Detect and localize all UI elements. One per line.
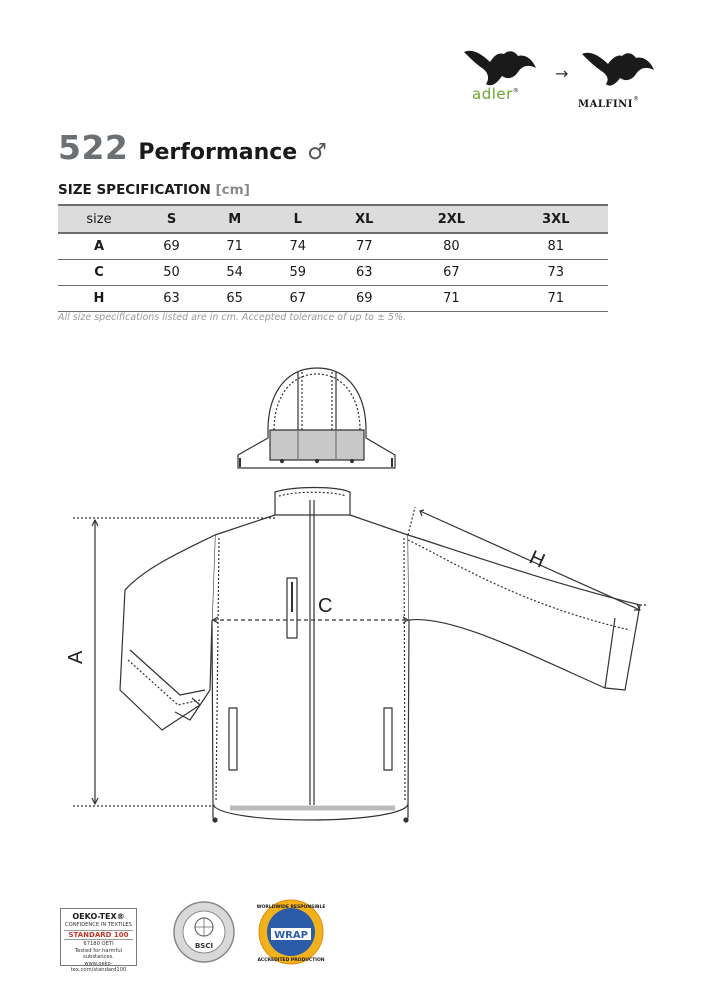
oeko-code: 67180 OETI <box>83 941 114 948</box>
table-cell: 80 <box>399 233 503 260</box>
tolerance-note: All size specifications listed are in cm. Accepted tolerance of up to ± 5%. <box>58 312 407 323</box>
table-cell: 71 <box>504 286 608 312</box>
spec-unit: [cm] <box>215 182 250 198</box>
header-cell: size <box>58 205 140 233</box>
bsci-label: BSCI <box>194 942 214 950</box>
hood-drawing <box>238 368 395 468</box>
table-cell: 50 <box>140 260 203 286</box>
table-cell: 63 <box>329 260 399 286</box>
wrap-bottom-text: ACCREDITED PRODUCTION <box>257 958 325 963</box>
table-cell: 65 <box>203 286 266 312</box>
table-cell: 81 <box>504 233 608 260</box>
dimension-label-h: H <box>525 546 549 573</box>
table-cell: 71 <box>399 286 503 312</box>
table-cell: 71 <box>203 233 266 260</box>
malfini-wordmark: MALFINI <box>578 99 633 110</box>
header-cell: 3XL <box>504 205 608 233</box>
male-icon: ♂ <box>307 140 327 165</box>
registered-mark: ® <box>512 87 519 95</box>
adler-wordmark: adler <box>472 85 513 103</box>
table-cell: 73 <box>504 260 608 286</box>
header-cell: L <box>266 205 329 233</box>
jacket-body-drawing <box>120 488 640 823</box>
table-cell: 67 <box>399 260 503 286</box>
oeko-title: OEKO-TEX® <box>72 912 125 921</box>
table-cell: 63 <box>140 286 203 312</box>
row-label: H <box>58 286 140 312</box>
dimension-label-c: C <box>318 595 333 617</box>
table-cell: 54 <box>203 260 266 286</box>
product-name: Performance <box>138 140 298 165</box>
oeko-tex-badge <box>60 908 137 974</box>
header-cell: 2XL <box>399 205 503 233</box>
bsci-badge <box>172 900 236 964</box>
header-cell: XL <box>329 205 399 233</box>
wrap-label: WRAP <box>274 930 308 941</box>
row-label: C <box>58 260 140 286</box>
table-cell: 69 <box>329 286 399 312</box>
oeko-url: www.oeko-tex.com/standard100 <box>70 960 127 974</box>
header-cell: M <box>203 205 266 233</box>
table-cell: 67 <box>266 286 329 312</box>
table-cell: 74 <box>266 233 329 260</box>
oeko-standard: STANDARD 100 <box>64 930 133 941</box>
bsci-seal-icon <box>172 900 236 964</box>
table-cell: 69 <box>140 233 203 260</box>
row-label: A <box>58 233 140 260</box>
header-cell: S <box>140 205 203 233</box>
dimension-label-a: A <box>65 650 87 664</box>
wrap-seal-icon <box>257 898 325 966</box>
table-cell: 59 <box>266 260 329 286</box>
arrow-icon: → <box>555 64 569 83</box>
oeko-subtitle: CONFIDENCE IN TEXTILES <box>65 922 132 928</box>
registered-mark: ® <box>632 95 639 103</box>
wrap-badge <box>257 898 325 966</box>
product-code: 522 <box>58 128 129 167</box>
spec-heading-text: SIZE SPECIFICATION <box>58 182 211 198</box>
wrap-top-text: WORLDWIDE RESPONSIBLE <box>257 905 325 910</box>
oeko-tested: Tested for harmful substances. <box>74 947 123 961</box>
table-cell: 77 <box>329 233 399 260</box>
